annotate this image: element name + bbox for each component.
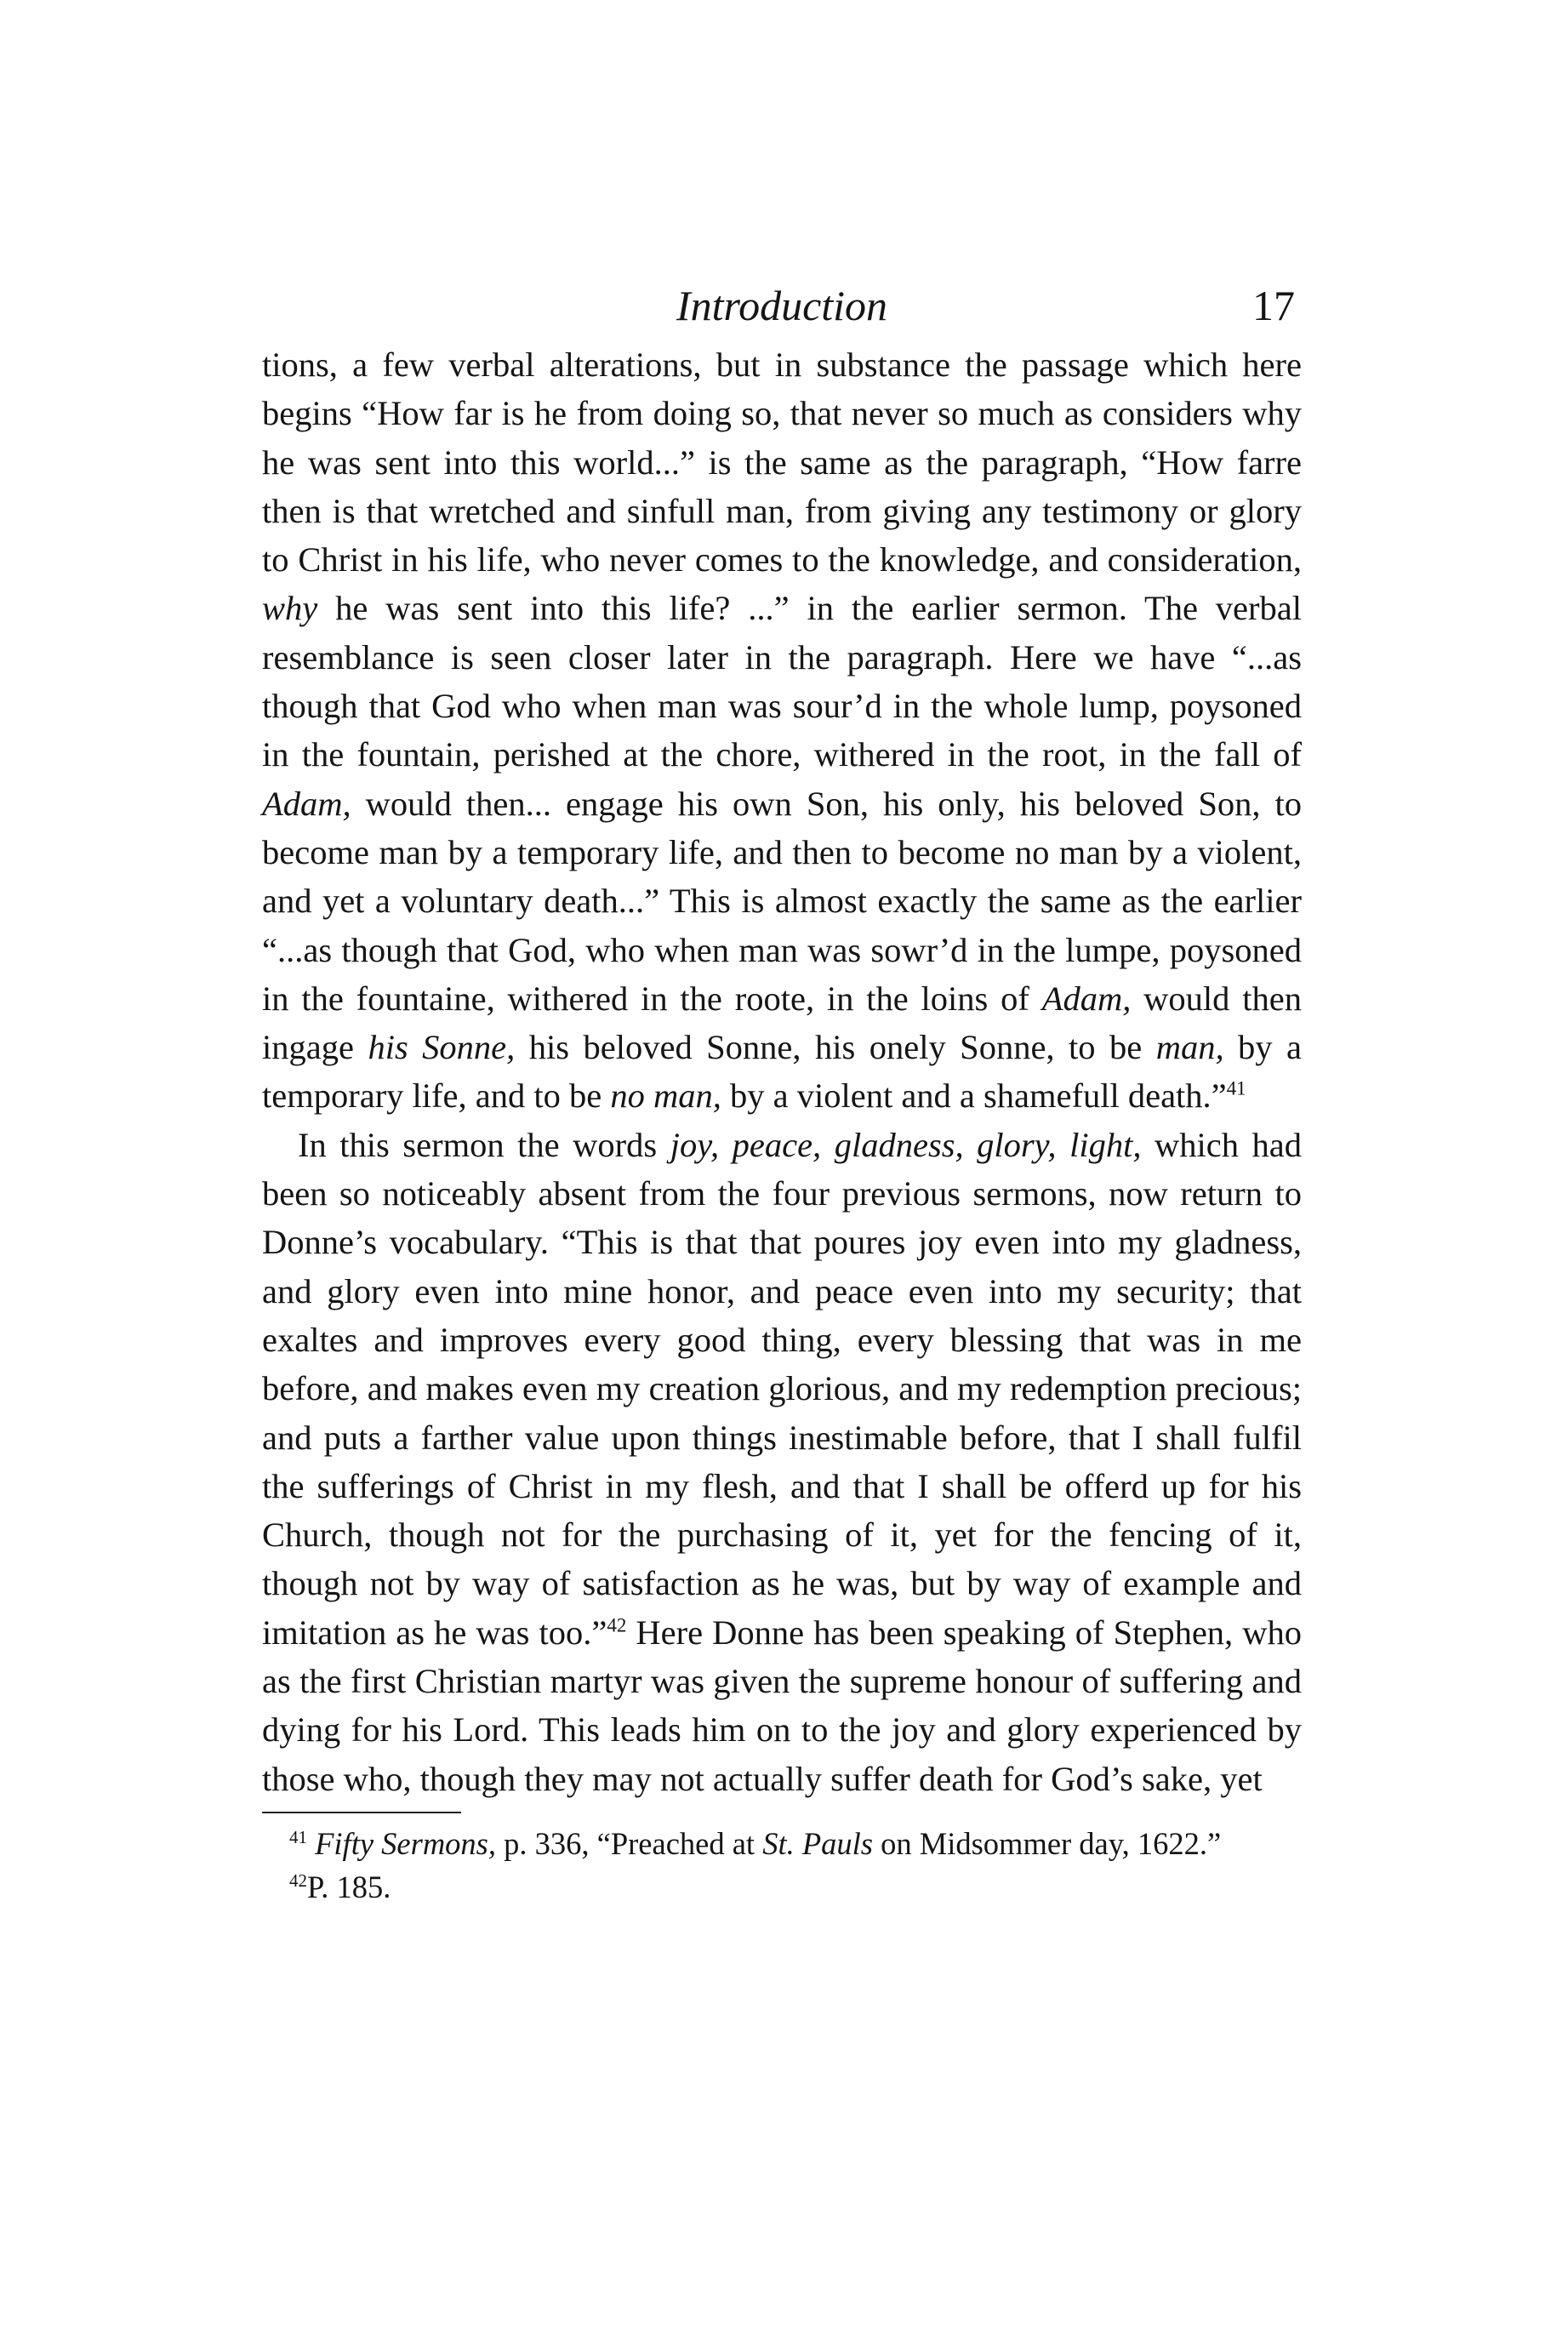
text-run: Here Donne has been speaking of Stephen, who as the first Christian martyr was given the supreme honour of suffering and dying for his Lord. This leads him on to the joy and glory experienced by those who, though they may not actually suffer death for God’s sake, yet [262,1613,1302,1798]
text-run: by a violent and a shamefull death.” [721,1076,1227,1116]
italic-run: why [262,589,318,628]
text-run: by a temporary life, and to be [262,1028,1302,1116]
footnote-reference-41: 41 [1226,1077,1246,1099]
footnote-text: p. 336, “Preached at [496,1825,763,1861]
text-run: which had been so noticeably absent from the four previous sermons, now return to Donne’s vocabulary. “This is that that poures joy even into my gladness, and glory even into mine honor, and peace even into my security; that exaltes and improves every good thing, every blessing that was in me before, and makes even my creation glorious, and my redemption precious; and puts a farther value upon things inestimable before, that I shall fulfil the sufferings of Christ in my flesh, and that I shall be offerd up for his Church, though not for the purchasing of it, yet for the fencing of it, though not by way of satisfaction as he was, but by way of example and imitation as he was too.” [262,1125,1303,1652]
text-run: In this sermon the words [298,1125,670,1164]
footnote-42 [262,1865,1302,1909]
body-text [262,340,1302,1803]
text-run: would then... engage his own Son, his only, his beloved Son, to become man by a temporary life, and then to become no man by a violent, and yet a voluntary death...” This is almost exactly the same as the earlier “...as though that God, who when man was sowr’d in the lumpe, poysoned in the fountaine, withered in the roote, in the loins of [262,784,1302,1018]
book-page [262,271,1302,1909]
text-run: he was sent into this life? ...” in the earlier sermon. The verbal resemblance is seen closer later in the paragraph. Here we have “...as though that God who when man was sour’d in the whole lump, poysoned in the fountain, perished at the chore, withered in the root, in the fall of [262,589,1302,774]
italic-run: Adam, [1041,979,1132,1018]
running-head [262,271,1302,340]
text-run: would then ingage [262,979,1302,1067]
footnote-marker: 42 [289,1870,307,1891]
footnote-rule [262,1812,461,1813]
footnotes [262,1822,1302,1909]
paragraph-2 [262,1121,1302,1803]
paragraph-1 [262,340,1302,1121]
footnote-text: on Midsommer day, 1622.” [873,1825,1222,1861]
running-title: Introduction [676,282,888,329]
footnote-place: St. Pauls [762,1825,873,1861]
footnote-text: P. 185. [307,1869,391,1904]
italic-run: joy, peace, gladness, glory, light, [670,1125,1142,1164]
text-run: his beloved Sonne, his onely Sonne, to be [515,1028,1156,1067]
italic-run: no man, [610,1076,721,1116]
footnote-41 [262,1822,1302,1865]
footnote-reference-42: 42 [607,1614,627,1636]
text-run: tions, a few verbal alterations, but in substance the passage which here begins “How far is he from doing so, that never so much as considers why he was sent into this world...” is the same as the paragraph, “How farre then is that wretched and sinfull man, from giving any testimony or glory to Christ in his life, who never comes to the knowledge, and consideration, [262,345,1302,579]
italic-run: his Sonne, [368,1028,516,1067]
footnote-marker: 41 [289,1826,307,1847]
page-number: 17 [1252,282,1295,329]
italic-run: Adam, [262,784,351,823]
italic-run: man, [1155,1028,1224,1067]
footnote-title: Fifty Sermons, [315,1825,497,1861]
